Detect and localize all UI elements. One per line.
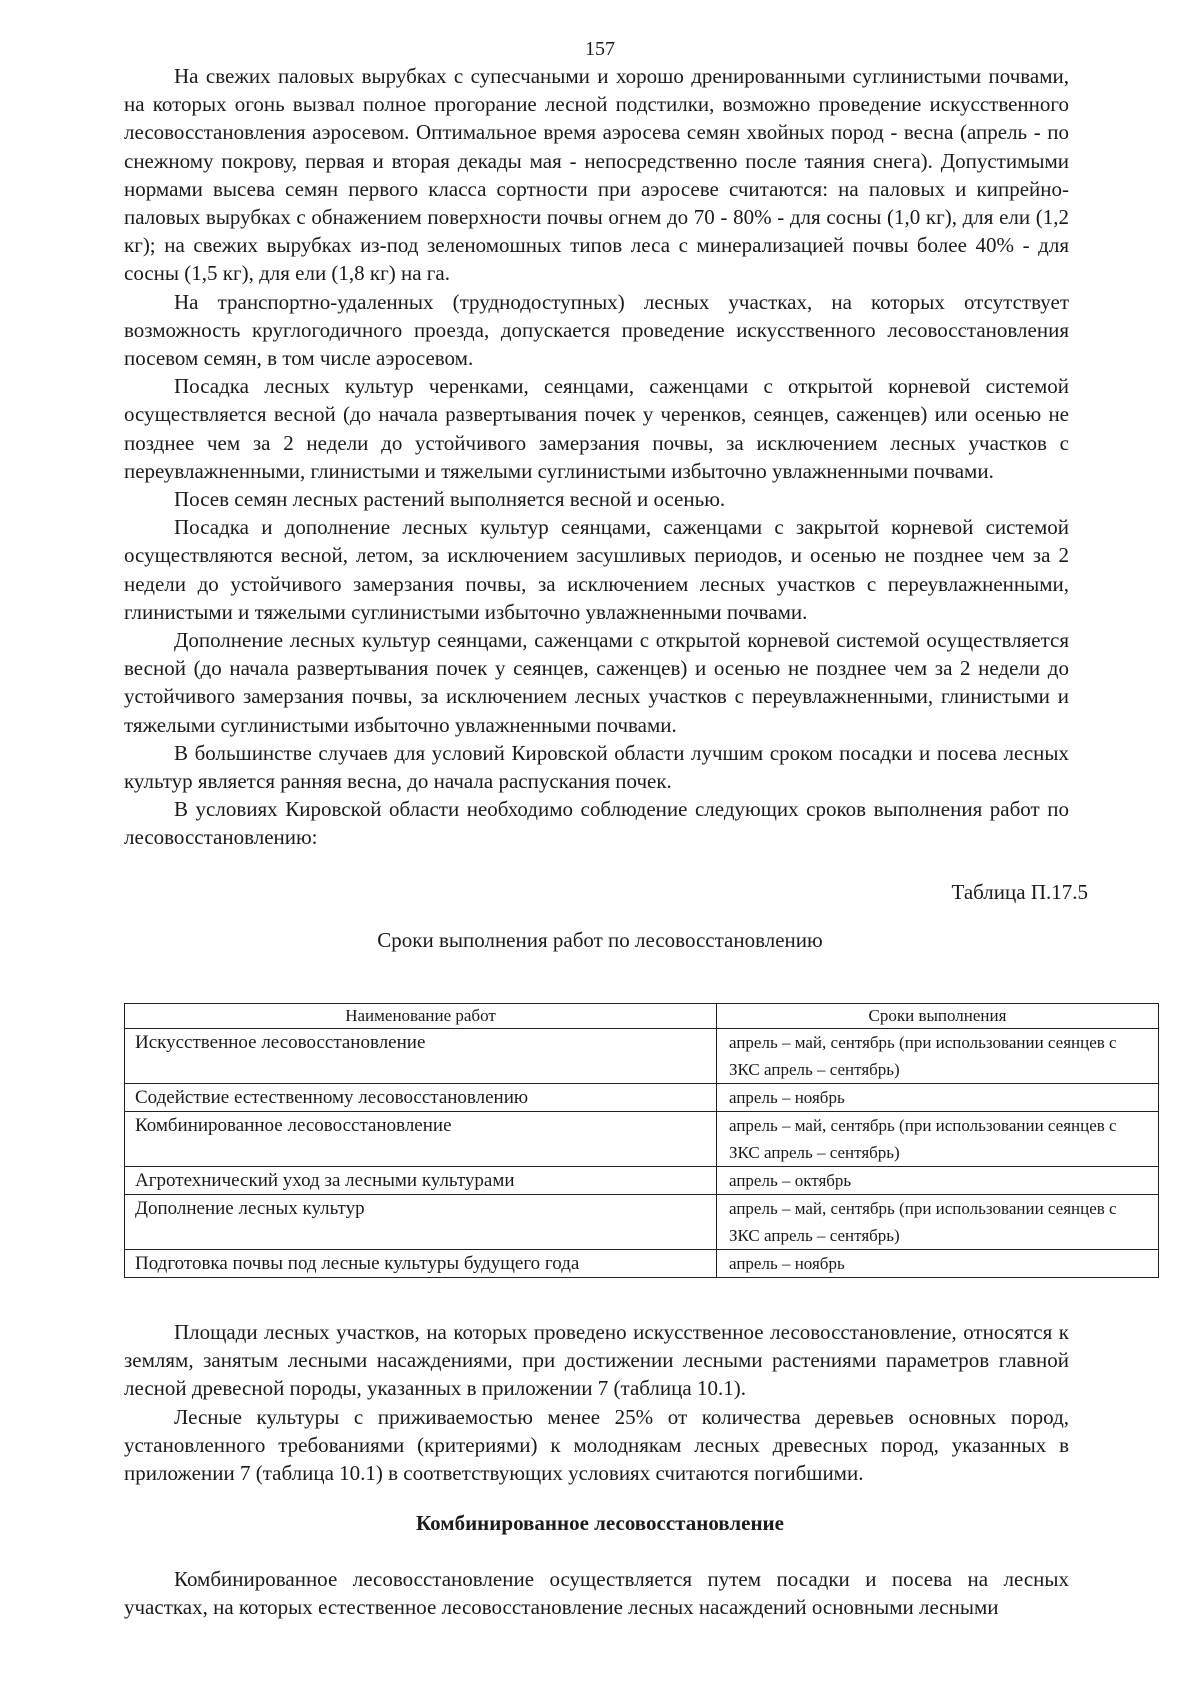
cell-timing: апрель – октябрь xyxy=(717,1167,1159,1195)
paragraph: На свежих паловых вырубках с супесчаными и хорошо дренированными суглинистыми почвами, на которых огонь вызвал полное прогорание лесной подстилки, возможно проведение искусственного лесовосстановления аэросевом. Оптимальное время аэросева семян хвойных пород - весна (апрель - по снежному покрову, первая и вторая декады мая - непосредственно после таяния снега). Допустимыми нормами высева семян первого класса сортности при аэросеве считаются: на паловых и кипрейно-паловых вырубках с обнажением поверхности почвы огнем до 70 - 80% - для сосны (1,0 кг), для ели (1,2 кг); на свежих вырубках из-под зеленомошных типов леса с минерализацией почвы более 40% - для сосны (1,5 кг), для ели (1,8 кг) на га. xyxy=(124,64,1069,286)
cell-timing: апрель – ноябрь xyxy=(717,1250,1159,1278)
table-row xyxy=(125,1112,1159,1167)
header-timing: Сроки выполнения xyxy=(717,1004,1159,1029)
table-row xyxy=(125,1167,1159,1195)
cell-work-name: Дополнение лесных культур xyxy=(125,1195,717,1250)
table-row xyxy=(125,1195,1159,1250)
paragraph: Посев семян лесных растений выполняется весной и осенью. xyxy=(174,487,726,512)
cell-work-name: Содействие естественному лесовосстановлению xyxy=(125,1084,717,1112)
table-label: Таблица П.17.5 xyxy=(951,880,1088,904)
table-row xyxy=(125,1029,1159,1084)
paragraph: Дополнение лесных культур сеянцами, саженцами с открытой корневой системой осуществляется весной (до начала развертывания почек у сеянцев, саженцев) и осенью не позднее чем за 2 недели до устойчивого замерзания почвы, за исключением лесных участков с переувлажненными, глинистыми и тяжелыми суглинистыми избыточно увлажненными почвами. xyxy=(124,628,1069,737)
paragraph: Площади лесных участков, на которых проведено искусственное лесовосстановление, относятся к землям, занятым лесными насаждениями, при достижении лесными растениями параметров главной лесной древесной породы, указанных в приложении 7 (таблица 10.1). xyxy=(124,1320,1069,1401)
paragraph: В большинстве случаев для условий Кировской области лучшим сроком посадки и посева лесных культур является ранняя весна, до начала распускания почек. xyxy=(124,740,1069,794)
table-header-row xyxy=(125,1004,1159,1029)
body-text xyxy=(124,62,1069,852)
header-work-name: Наименование работ xyxy=(125,1004,717,1029)
schedule-table xyxy=(124,1003,1159,1278)
table-title: Сроки выполнения работ по лесовосстановлению xyxy=(377,928,823,952)
cell-work-name: Подготовка почвы под лесные культуры будущего года xyxy=(125,1250,717,1278)
paragraph: Комбинированное лесовосстановление осуществляется путем посадки и посева на лесных участках, на которых естественное лесовосстановление лесных насаждений основными лесными xyxy=(124,1567,1069,1620)
paragraph: Посадка лесных культур черенками, сеянцами, саженцами с открытой корневой системой осуществляется весной (до начала развертывания почек у черенков, сеянцев, саженцев) или осенью не позднее чем за 2 недели до устойчивого замерзания почвы, за исключением лесных участков с переувлажненными, глинистыми и тяжелыми суглинистыми избыточно увлажненными почвами. xyxy=(124,374,1069,483)
table-row xyxy=(125,1084,1159,1112)
body-text-after-table xyxy=(124,1318,1069,1487)
body-text-end xyxy=(124,1565,1069,1621)
cell-work-name: Агротехнический уход за лесными культурами xyxy=(125,1167,717,1195)
paragraph: В условиях Кировской области необходимо соблюдение следующих сроков выполнения работ по лесовосстановлению: xyxy=(124,797,1069,850)
cell-timing: апрель – май, сентябрь (при использовании сеянцев с ЗКС апрель – сентябрь) xyxy=(717,1112,1159,1167)
paragraph: На транспортно-удаленных (труднодоступных) лесных участках, на которых отсутствует возможность круглогодичного проезда, допускается проведение искусственного лесовосстановления посевом семян, в том числе аэросевом. xyxy=(124,289,1069,371)
cell-work-name: Искусственное лесовосстановление xyxy=(125,1029,717,1084)
table-row xyxy=(125,1250,1159,1278)
paragraph: Лесные культуры с приживаемостью менее 25% от количества деревьев основных пород, установленного требованиями (критериями) к молоднякам лесных древесных пород, указанных в приложении 7 (таблица 10.1) в соответствующих условиях считаются погибшими. xyxy=(124,1404,1069,1486)
cell-timing: апрель – май, сентябрь (при использовании сеянцев с ЗКС апрель – сентябрь) xyxy=(717,1195,1159,1250)
cell-timing: апрель – май, сентябрь (при использовании сеянцев с ЗКС апрель – сентябрь) xyxy=(717,1029,1159,1084)
cell-timing: апрель – ноябрь xyxy=(717,1084,1159,1112)
cell-work-name: Комбинированное лесовосстановление xyxy=(125,1112,717,1167)
section-heading: Комбинированное лесовосстановление xyxy=(416,1511,784,1535)
paragraph: Посадка и дополнение лесных культур сеянцами, саженцами с закрытой корневой системой осуществляются весной, летом, за исключением засушливых периодов, и осенью не позднее чем за 2 недели до устойчивого замерзания почвы, за исключением лесных участков с переувлажненными, глинистыми и тяжелыми суглинистыми избыточно увлажненными почвами. xyxy=(124,515,1069,624)
page-number: 157 xyxy=(585,38,615,60)
